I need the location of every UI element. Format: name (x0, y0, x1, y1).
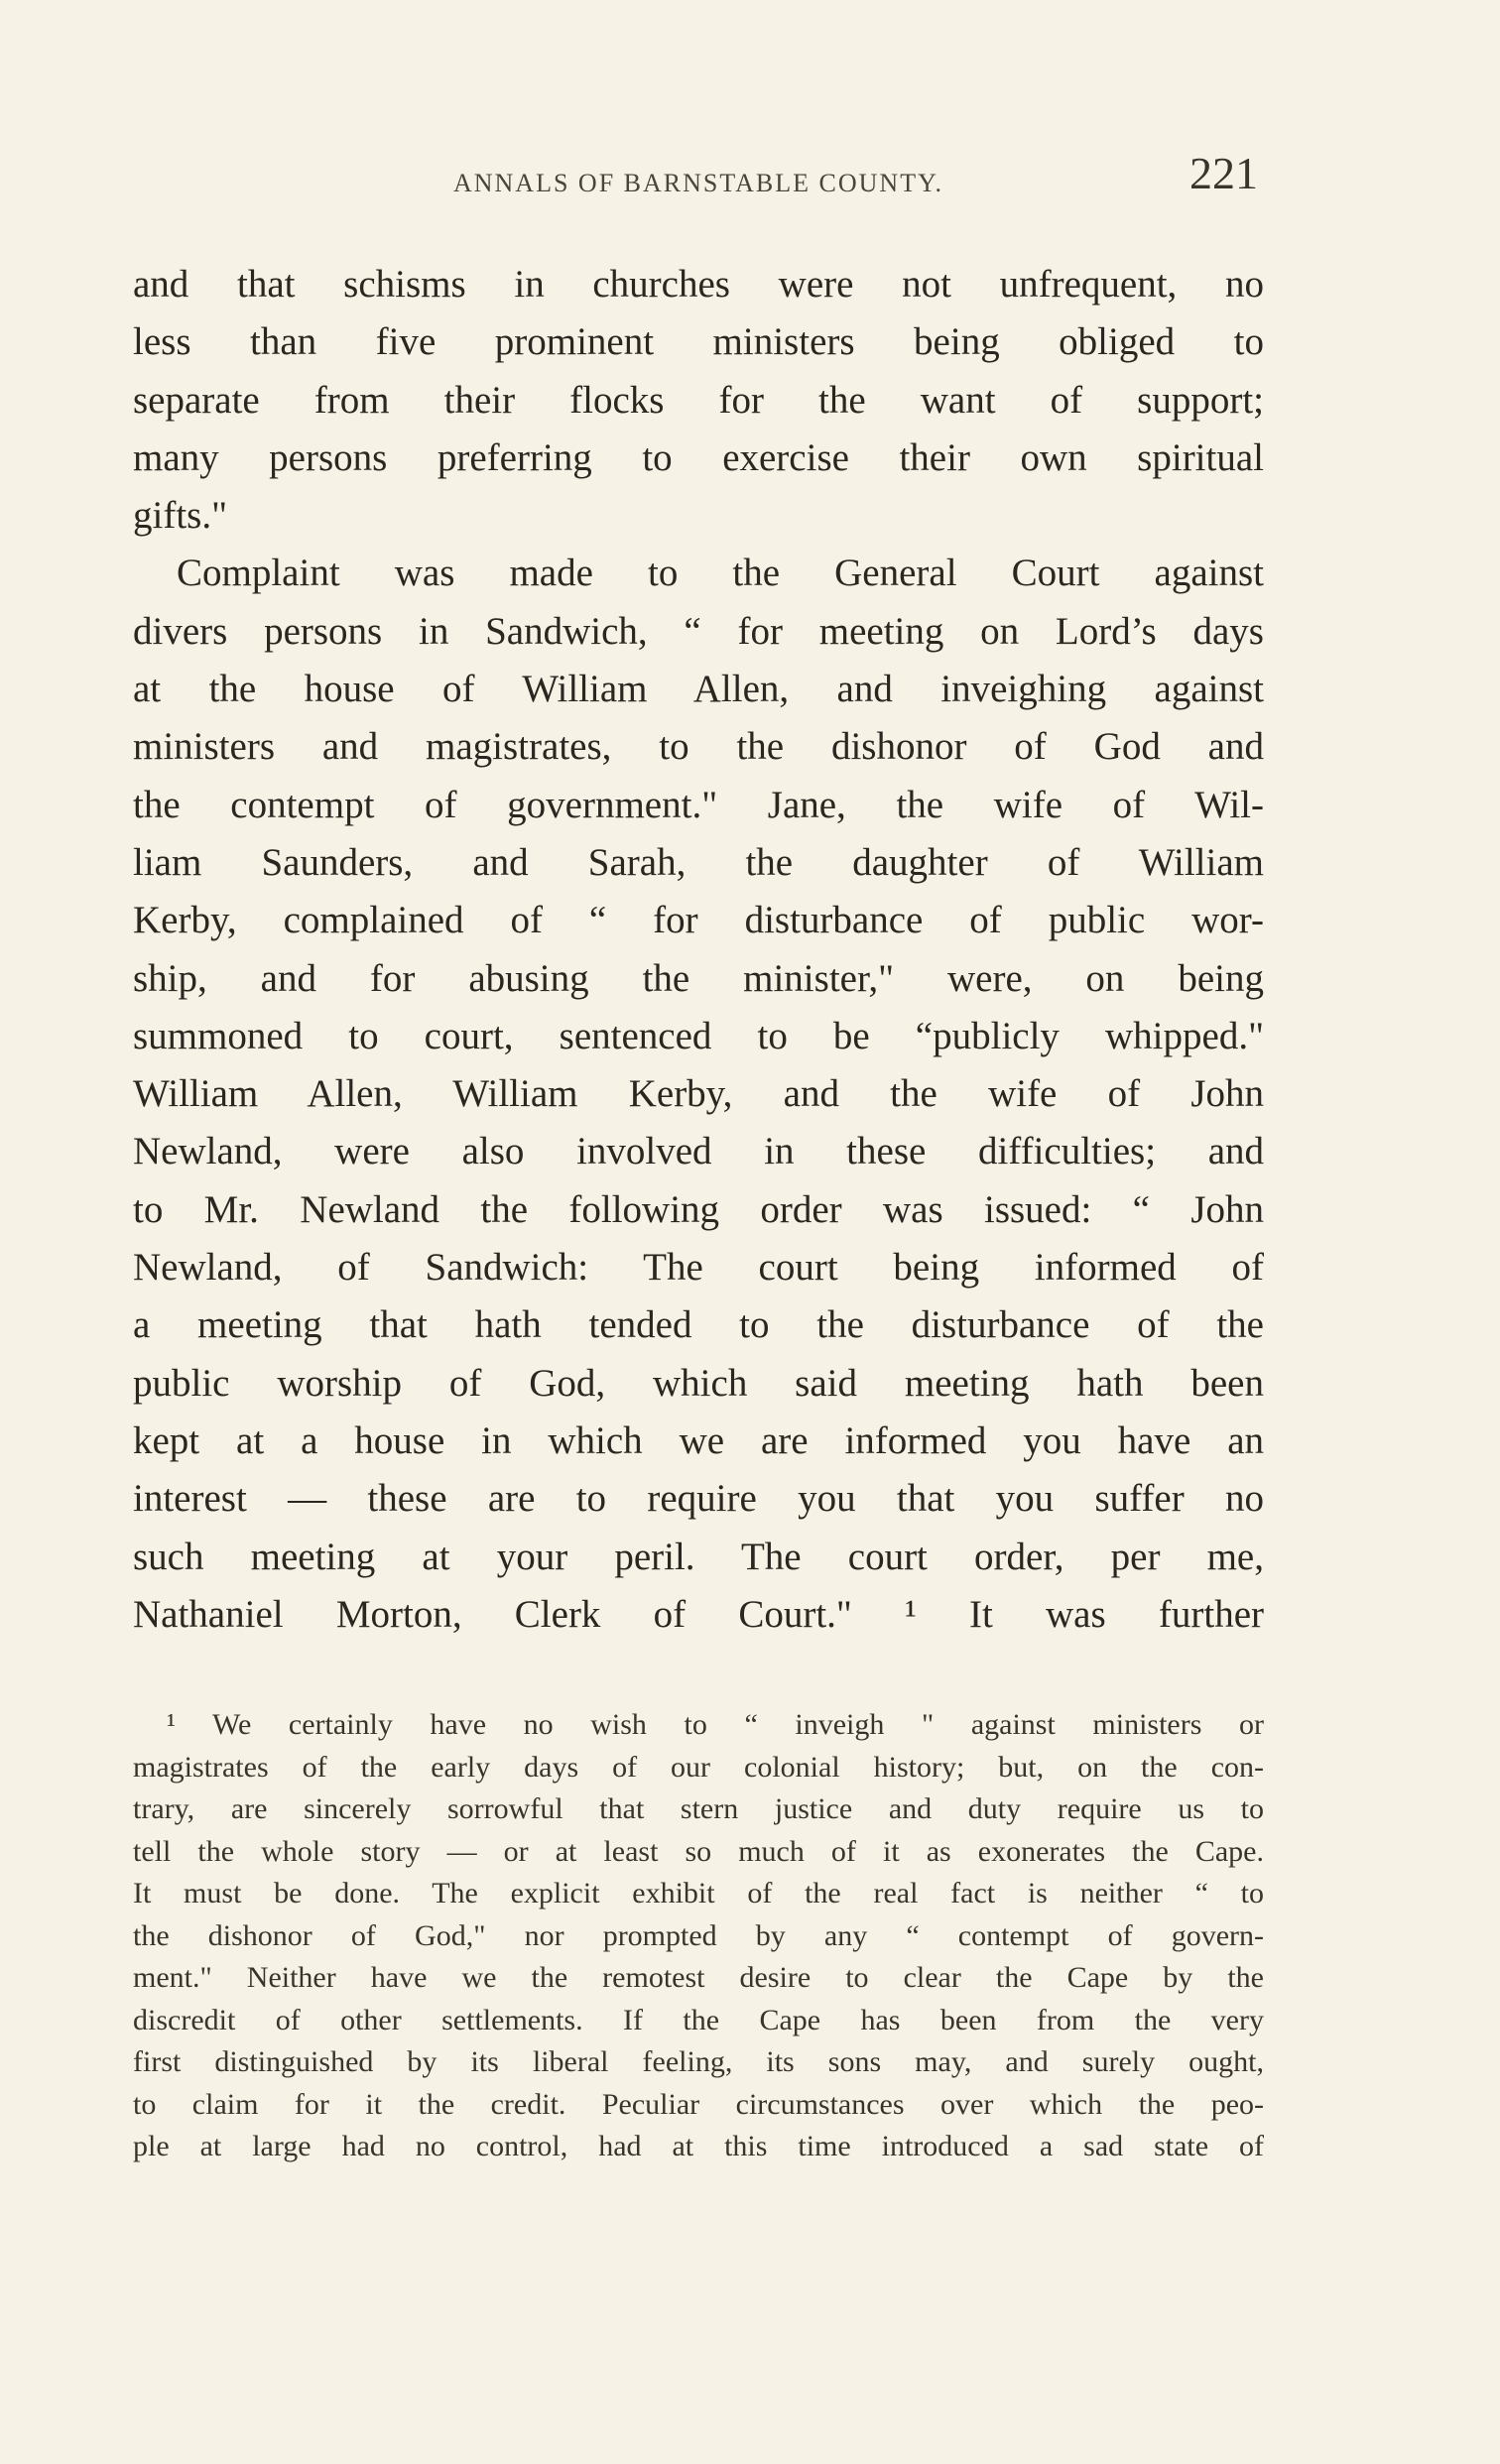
body-line: liam Saunders, and Sarah, the daughter of William (133, 840, 1264, 884)
body-line: separate from their flocks for the want of support; (133, 378, 1264, 422)
footnote-line: ment." Neither have we the remotest desire to clear the Cape by the (133, 1961, 1264, 1994)
body-line: Complaint was made to the General Court against (177, 552, 1264, 595)
running-head: ANNALS OF BARNSTABLE COUNTY. (452, 169, 944, 197)
body-line: and that schisms in churches were not unfrequent, no (133, 263, 1264, 306)
footnote-line: ¹ We certainly have no wish to “ inveigh " against ministers or (167, 1708, 1264, 1741)
page-number: 221 (1189, 148, 1258, 198)
body-line: Nathaniel Morton, Clerk of Court." ¹ It was further (133, 1592, 1264, 1636)
body-line: less than five prominent ministers being obliged to (133, 320, 1264, 364)
body-line: divers persons in Sandwich, “ for meeting on Lord’s days (133, 609, 1264, 653)
body-line: William Allen, William Kerby, and the wife of John (133, 1072, 1264, 1116)
footnote-line: tell the whole story — or at least so much of it as exonerates the Cape. (133, 1834, 1264, 1868)
body-line: Newland, were also involved in these difficulties; and (133, 1130, 1264, 1173)
body-line: public worship of God, which said meeting hath been (133, 1361, 1264, 1405)
body-line: kept at a house in which we are informed you have an (133, 1418, 1264, 1462)
footnote-line: It must be done. The explicit exhibit of the real fact is neither “ to (133, 1877, 1264, 1910)
footnote-line: discredit of other settlements. If the Cape has been from the very (133, 2003, 1264, 2036)
body-line: gifts." (133, 494, 228, 538)
footnote-line: magistrates of the early days of our colonial history; but, on the con- (133, 1750, 1264, 1784)
page-header (139, 147, 1258, 206)
body-line: ship, and for abusing the minister," were, on being (133, 956, 1264, 1000)
body-line: summoned to court, sentenced to be “publicly whipped." (133, 1014, 1264, 1057)
body-line: Newland, of Sandwich: The court being informed of (133, 1246, 1264, 1290)
footnote-line: trary, are sincerely sorrowful that stern justice and duty require us to (133, 1792, 1264, 1825)
body-line: such meeting at your peril. The court order, per me, (133, 1535, 1264, 1578)
body-line: many persons preferring to exercise their own spiritual (133, 435, 1264, 479)
footnotes (133, 1704, 1264, 2168)
body-line: to Mr. Newland the following order was issued: “ John (133, 1187, 1264, 1231)
body-text (133, 256, 1264, 1644)
footnote-line: to claim for it the credit. Peculiar circumstances over which the peo- (133, 2087, 1264, 2121)
footnote-line: ple at large had no control, had at this time introduced a sad state of (133, 2130, 1264, 2162)
footnote-line: the dishonor of God," nor prompted by any “ contempt of govern- (133, 1918, 1264, 1952)
body-line: the contempt of government." Jane, the wife of Wil- (133, 783, 1264, 826)
body-line: at the house of William Allen, and inveighing against (133, 668, 1264, 711)
footnote-line: first distinguished by its liberal feeling, its sons may, and surely ought, (133, 2045, 1264, 2078)
body-line: ministers and magistrates, to the dishonor of God and (133, 725, 1264, 769)
body-line: a meeting that hath tended to the disturbance of the (133, 1303, 1264, 1347)
body-line: interest — these are to require you that you suffer no (133, 1477, 1264, 1521)
body-line: Kerby, complained of “ for disturbance of public wor- (133, 899, 1264, 942)
